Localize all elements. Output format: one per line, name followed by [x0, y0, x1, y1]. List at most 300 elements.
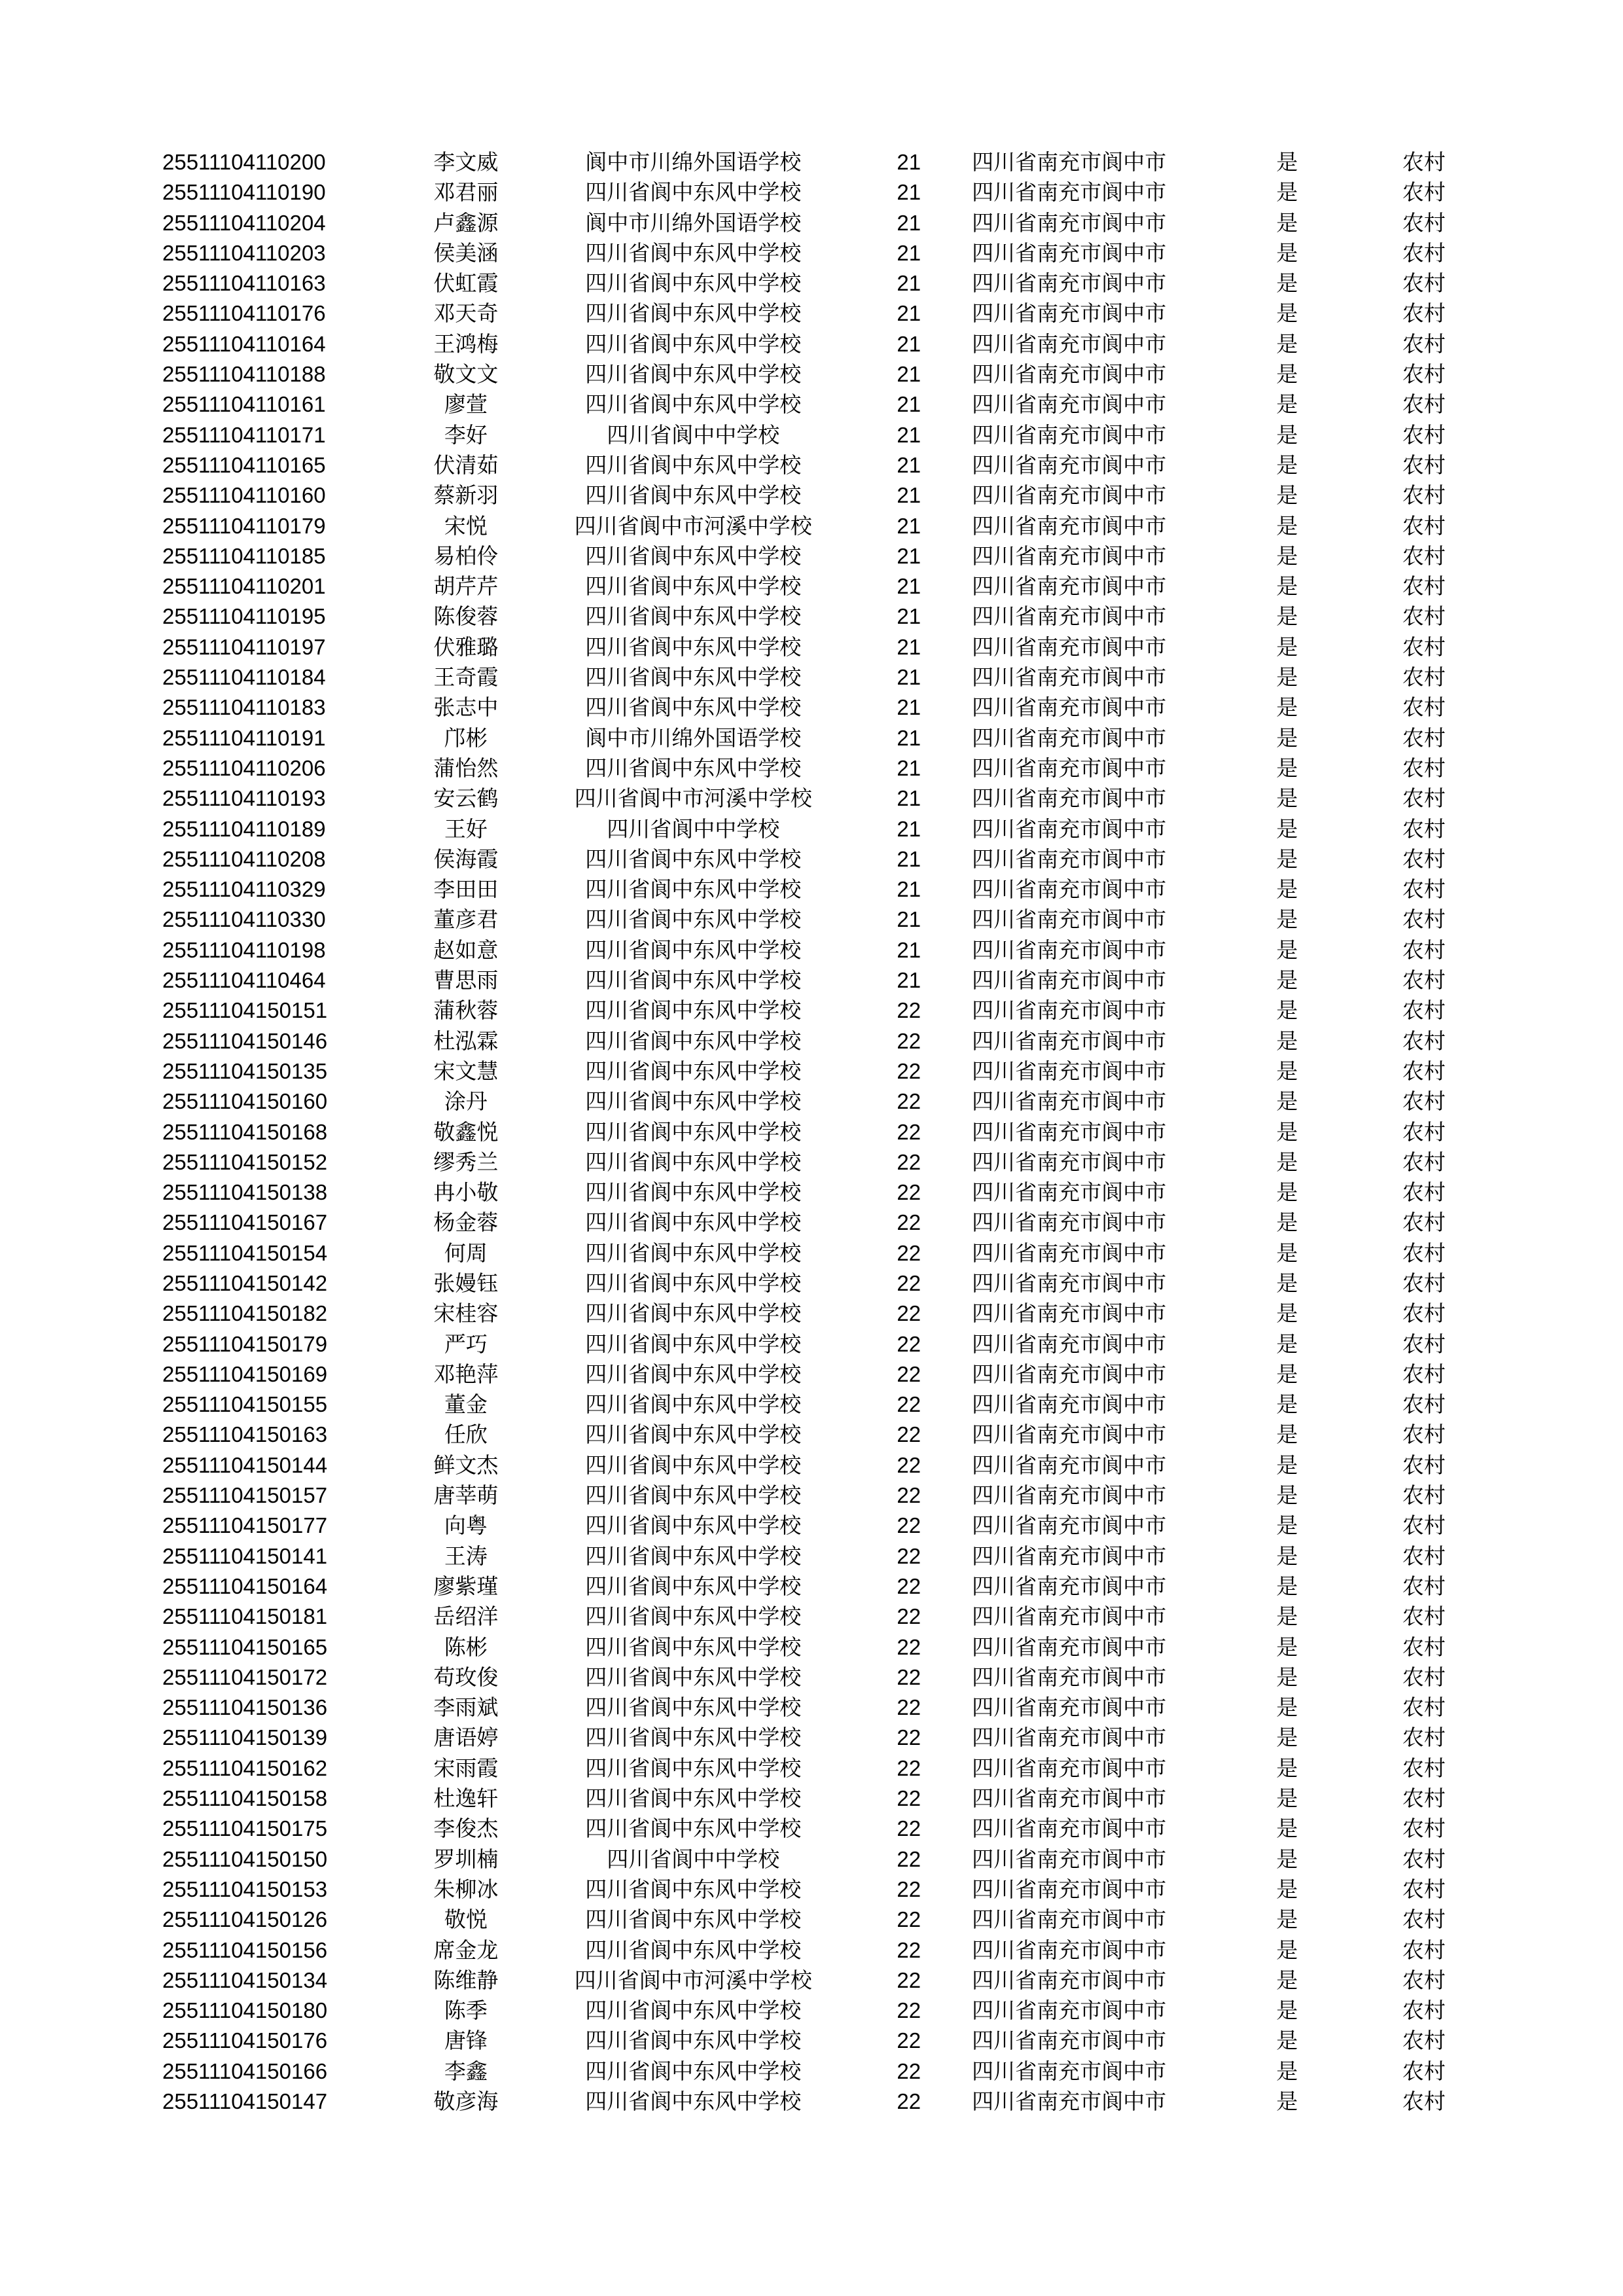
table-row: [162, 1359, 1484, 1390]
student-name-cell: 严巧: [444, 1331, 488, 1357]
region-cell: 四川省南充市阆中市: [972, 1755, 1167, 1781]
flag-cell: 是: [1276, 725, 1298, 751]
student-id-cell: 25511104150134: [162, 1967, 328, 1992]
region-cell: 四川省南充市阆中市: [972, 1119, 1167, 1145]
hukou-type-cell: 农村: [1402, 1119, 1446, 1145]
region-cell: 四川省南充市阆中市: [972, 179, 1167, 206]
table-row: [162, 238, 1484, 268]
number-cell: 22: [897, 1634, 921, 1659]
student-id-cell: 25511104110204: [162, 210, 326, 235]
hukou-type-cell: 农村: [1402, 1088, 1446, 1115]
flag-cell: 是: [1276, 1876, 1298, 1902]
student-id-cell: 25511104150141: [162, 1543, 328, 1568]
table-row: [162, 783, 1484, 814]
school-cell: 四川省阆中东风中学校: [585, 1755, 802, 1781]
number-cell: 22: [897, 1361, 921, 1386]
student-id-cell: 25511104110206: [162, 755, 326, 780]
student-name-cell: 陈俊蓉: [433, 603, 499, 630]
student-id-cell: 25511104110164: [162, 331, 326, 356]
flag-cell: 是: [1276, 1785, 1298, 1812]
student-name-cell: 侯美涵: [433, 240, 499, 266]
region-cell: 四川省南充市阆中市: [972, 1240, 1167, 1266]
number-cell: 22: [897, 1089, 921, 1114]
school-cell: 阆中市川绵外国语学校: [585, 149, 802, 175]
number-cell: 21: [897, 846, 921, 871]
school-cell: 四川省阆中市河溪中学校: [574, 785, 812, 812]
school-cell: 四川省阆中东风中学校: [585, 361, 802, 387]
table-row: [162, 965, 1484, 996]
hukou-type-cell: 农村: [1402, 1482, 1446, 1509]
table-row: [162, 1905, 1484, 1935]
hukou-type-cell: 农村: [1402, 2028, 1446, 2054]
school-cell: 四川省阆中东风中学校: [585, 1876, 802, 1902]
region-cell: 四川省南充市阆中市: [972, 543, 1167, 569]
hukou-type-cell: 农村: [1402, 1058, 1446, 1084]
table-row: [162, 1753, 1484, 1784]
table-row: [162, 1268, 1484, 1299]
school-cell: 四川省阆中东风中学校: [585, 240, 802, 266]
flag-cell: 是: [1276, 1452, 1298, 1478]
hukou-type-cell: 农村: [1402, 1907, 1446, 1933]
hukou-type-cell: 农村: [1402, 846, 1446, 872]
school-cell: 四川省阆中东风中学校: [585, 1998, 802, 2024]
table-row: [162, 420, 1484, 450]
school-cell: 四川省阆中东风中学校: [585, 1240, 802, 1266]
hukou-type-cell: 农村: [1402, 2089, 1446, 2114]
hukou-type-cell: 农村: [1402, 1785, 1446, 1812]
flag-cell: 是: [1276, 1088, 1298, 1115]
hukou-type-cell: 农村: [1402, 1452, 1446, 1478]
student-id-cell: 25511104150150: [162, 1846, 328, 1871]
flag-cell: 是: [1276, 755, 1298, 781]
table-row: [162, 1147, 1484, 1177]
region-cell: 四川省南充市阆中市: [972, 967, 1167, 994]
hukou-type-cell: 农村: [1402, 270, 1446, 296]
region-cell: 四川省南充市阆中市: [972, 452, 1167, 478]
student-id-cell: 25511104110464: [162, 968, 326, 993]
hukou-type-cell: 农村: [1402, 573, 1446, 600]
region-cell: 四川省南充市阆中市: [972, 1452, 1167, 1478]
region-cell: 四川省南充市阆中市: [972, 997, 1167, 1024]
flag-cell: 是: [1276, 1513, 1298, 1539]
table-row: [162, 1935, 1484, 1965]
table-row: [162, 1086, 1484, 1117]
region-cell: 四川省南充市阆中市: [972, 1543, 1167, 1569]
hukou-type-cell: 农村: [1402, 1755, 1446, 1781]
school-cell: 四川省阆中东风中学校: [585, 664, 802, 691]
student-id-cell: 25511104110189: [162, 816, 326, 841]
hukou-type-cell: 农村: [1402, 240, 1446, 266]
student-name-cell: 伏雅璐: [433, 634, 499, 660]
region-cell: 四川省南充市阆中市: [972, 391, 1167, 418]
number-cell: 21: [897, 543, 921, 568]
student-id-cell: 25511104150175: [162, 1816, 328, 1841]
hukou-type-cell: 农村: [1402, 1149, 1446, 1175]
number-cell: 21: [897, 695, 921, 720]
student-name-cell: 朱柳冰: [433, 1876, 499, 1902]
school-cell: 四川省阆中东风中学校: [585, 1119, 802, 1145]
flag-cell: 是: [1276, 1331, 1298, 1357]
number-cell: 22: [897, 1392, 921, 1417]
flag-cell: 是: [1276, 300, 1298, 327]
region-cell: 四川省南充市阆中市: [972, 1937, 1167, 1963]
student-name-cell: 涂丹: [444, 1088, 488, 1115]
region-cell: 四川省南充市阆中市: [972, 2089, 1167, 2114]
region-cell: 四川省南充市阆中市: [972, 1634, 1167, 1660]
student-name-cell: 向粤: [444, 1513, 488, 1539]
flag-cell: 是: [1276, 391, 1298, 418]
student-id-cell: 25511104150172: [162, 1664, 328, 1689]
flag-cell: 是: [1276, 937, 1298, 963]
table-row: [162, 662, 1484, 692]
student-id-cell: 25511104110201: [162, 574, 326, 599]
table-row: [162, 874, 1484, 905]
region-cell: 四川省南充市阆中市: [972, 785, 1167, 812]
school-cell: 四川省阆中东风中学校: [585, 1149, 802, 1175]
table-row: [162, 1844, 1484, 1874]
hukou-type-cell: 农村: [1402, 1331, 1446, 1357]
student-id-cell: 25511104110176: [162, 301, 326, 326]
table-row: [162, 571, 1484, 601]
flag-cell: 是: [1276, 179, 1298, 206]
flag-cell: 是: [1276, 573, 1298, 600]
school-cell: 四川省阆中东风中学校: [585, 1573, 802, 1599]
school-cell: 四川省阆中东风中学校: [585, 1210, 802, 1236]
region-cell: 四川省南充市阆中市: [972, 1028, 1167, 1054]
flag-cell: 是: [1276, 1664, 1298, 1690]
student-id-cell: 25511104150139: [162, 1725, 328, 1750]
student-name-cell: 王奇霞: [433, 664, 499, 691]
flag-cell: 是: [1276, 1361, 1298, 1387]
region-cell: 四川省南充市阆中市: [972, 1785, 1167, 1812]
student-id-cell: 25511104110330: [162, 907, 326, 932]
hukou-type-cell: 农村: [1402, 331, 1446, 357]
number-cell: 22: [897, 1816, 921, 1841]
hukou-type-cell: 农村: [1402, 1270, 1446, 1296]
hukou-type-cell: 农村: [1402, 785, 1446, 812]
student-name-cell: 胡芹芹: [433, 573, 499, 600]
flag-cell: 是: [1276, 1179, 1298, 1206]
table-row: [162, 814, 1484, 844]
flag-cell: 是: [1276, 1391, 1298, 1418]
school-cell: 四川省阆中东风中学校: [585, 270, 802, 296]
flag-cell: 是: [1276, 1300, 1298, 1327]
region-cell: 四川省南充市阆中市: [972, 149, 1167, 175]
flag-cell: 是: [1276, 1422, 1298, 1448]
number-cell: 21: [897, 634, 921, 659]
student-id-cell: 25511104150162: [162, 1755, 328, 1780]
student-id-cell: 25511104150166: [162, 2058, 328, 2083]
number-cell: 22: [897, 1755, 921, 1780]
student-name-cell: 敬文文: [433, 361, 499, 387]
number-cell: 22: [897, 1028, 921, 1053]
school-cell: 四川省阆中东风中学校: [585, 1907, 802, 1933]
student-id-cell: 25511104150165: [162, 1634, 328, 1659]
student-name-cell: 冉小敬: [433, 1179, 499, 1206]
number-cell: 22: [897, 2089, 921, 2113]
table-row: [162, 177, 1484, 207]
school-cell: 四川省阆中东风中学校: [585, 1785, 802, 1812]
flag-cell: 是: [1276, 816, 1298, 842]
number-cell: 21: [897, 786, 921, 811]
flag-cell: 是: [1276, 1543, 1298, 1569]
region-cell: 四川省南充市阆中市: [972, 2058, 1167, 2084]
table-row: [162, 1965, 1484, 1996]
student-name-cell: 廖萱: [444, 391, 488, 418]
hukou-type-cell: 农村: [1402, 1513, 1446, 1539]
school-cell: 四川省阆中东风中学校: [585, 967, 802, 994]
school-cell: 四川省阆中中学校: [607, 816, 780, 842]
region-cell: 四川省南充市阆中市: [972, 1967, 1167, 1993]
number-cell: 21: [897, 937, 921, 962]
school-cell: 四川省阆中东风中学校: [585, 997, 802, 1024]
student-name-cell: 何周: [444, 1240, 488, 1266]
student-name-cell: 张嫚钰: [433, 1270, 499, 1296]
flag-cell: 是: [1276, 906, 1298, 933]
table-row: [162, 541, 1484, 571]
flag-cell: 是: [1276, 1210, 1298, 1236]
school-cell: 四川省阆中东风中学校: [585, 1937, 802, 1963]
school-cell: 四川省阆中东风中学校: [585, 300, 802, 327]
hukou-type-cell: 农村: [1402, 543, 1446, 569]
student-id-cell: 25511104150146: [162, 1028, 328, 1053]
table-row: [162, 1177, 1484, 1208]
hukou-type-cell: 农村: [1402, 1876, 1446, 1902]
region-cell: 四川省南充市阆中市: [972, 1210, 1167, 1236]
number-cell: 21: [897, 574, 921, 599]
table-row: [162, 844, 1484, 874]
school-cell: 四川省阆中东风中学校: [585, 1513, 802, 1539]
student-name-cell: 李鑫: [444, 2058, 488, 2084]
table-row: [162, 1420, 1484, 1450]
student-name-cell: 邓君丽: [433, 179, 499, 206]
flag-cell: 是: [1276, 1270, 1298, 1296]
student-name-cell: 伏清茹: [433, 452, 499, 478]
region-cell: 四川省南充市阆中市: [972, 2028, 1167, 2054]
student-name-cell: 杜泓霖: [433, 1028, 499, 1054]
region-cell: 四川省南充市阆中市: [972, 1331, 1167, 1357]
hukou-type-cell: 农村: [1402, 1967, 1446, 1993]
number-cell: 21: [897, 452, 921, 477]
table-row: [162, 1784, 1484, 1814]
student-name-cell: 易柏伶: [433, 543, 499, 569]
school-cell: 四川省阆中东风中学校: [585, 2058, 802, 2084]
number-cell: 22: [897, 1483, 921, 1508]
region-cell: 四川省南充市阆中市: [972, 573, 1167, 600]
student-id-cell: 25511104150182: [162, 1301, 328, 1326]
table-row: [162, 996, 1484, 1026]
number-cell: 22: [897, 1907, 921, 1932]
number-cell: 21: [897, 362, 921, 387]
student-id-cell: 25511104150168: [162, 1119, 328, 1144]
region-cell: 四川省南充市阆中市: [972, 1361, 1167, 1387]
school-cell: 四川省阆中东风中学校: [585, 906, 802, 933]
school-cell: 四川省阆中东风中学校: [585, 694, 802, 721]
hukou-type-cell: 农村: [1402, 452, 1446, 478]
region-cell: 四川省南充市阆中市: [972, 270, 1167, 296]
flag-cell: 是: [1276, 209, 1298, 236]
student-name-cell: 张志中: [433, 694, 499, 721]
table-row: [162, 935, 1484, 965]
student-name-cell: 王鸿梅: [433, 331, 499, 357]
region-cell: 四川省南充市阆中市: [972, 634, 1167, 660]
school-cell: 四川省阆中东风中学校: [585, 1634, 802, 1660]
number-cell: 21: [897, 331, 921, 356]
region-cell: 四川省南充市阆中市: [972, 331, 1167, 357]
flag-cell: 是: [1276, 603, 1298, 630]
flag-cell: 是: [1276, 967, 1298, 994]
region-cell: 四川省南充市阆中市: [972, 1876, 1167, 1902]
school-cell: 四川省阆中东风中学校: [585, 331, 802, 357]
student-id-cell: 25511104150142: [162, 1270, 328, 1295]
student-name-cell: 敬悦: [444, 1907, 488, 1933]
flag-cell: 是: [1276, 543, 1298, 569]
hukou-type-cell: 农村: [1402, 937, 1446, 963]
school-cell: 四川省阆中东风中学校: [585, 1058, 802, 1084]
student-name-cell: 董金: [444, 1391, 488, 1418]
student-id-cell: 25511104150138: [162, 1180, 328, 1205]
table-row: [162, 1026, 1484, 1056]
student-name-cell: 苟玫俊: [433, 1664, 499, 1690]
school-cell: 四川省阆中东风中学校: [585, 1270, 802, 1296]
region-cell: 四川省南充市阆中市: [972, 300, 1167, 327]
number-cell: 21: [897, 301, 921, 326]
student-name-cell: 邓艳萍: [433, 1361, 499, 1387]
school-cell: 四川省阆中东风中学校: [585, 573, 802, 600]
number-cell: 21: [897, 422, 921, 447]
number-cell: 21: [897, 816, 921, 841]
student-id-cell: 25511104110171: [162, 422, 326, 447]
school-cell: 四川省阆中东风中学校: [585, 1391, 802, 1418]
number-cell: 22: [897, 1664, 921, 1689]
student-id-cell: 25511104150154: [162, 1240, 328, 1265]
school-cell: 四川省阆中东风中学校: [585, 2028, 802, 2054]
school-cell: 四川省阆中东风中学校: [585, 876, 802, 903]
student-id-cell: 25511104110185: [162, 543, 326, 568]
student-id-cell: 25511104110179: [162, 513, 326, 538]
school-cell: 四川省阆中市河溪中学校: [574, 1967, 812, 1993]
table-row: [162, 1390, 1484, 1420]
school-cell: 四川省阆中东风中学校: [585, 179, 802, 206]
school-cell: 四川省阆中市河溪中学校: [574, 512, 812, 539]
flag-cell: 是: [1276, 422, 1298, 448]
hukou-type-cell: 农村: [1402, 1028, 1446, 1054]
student-id-cell: 25511104150155: [162, 1392, 328, 1417]
region-cell: 四川省南充市阆中市: [972, 361, 1167, 387]
region-cell: 四川省南充市阆中市: [972, 512, 1167, 539]
student-id-cell: 25511104150163: [162, 1422, 328, 1447]
student-id-cell: 25511104150180: [162, 1998, 328, 2023]
student-id-cell: 25511104110161: [162, 392, 326, 417]
hukou-type-cell: 农村: [1402, 1179, 1446, 1206]
hukou-type-cell: 农村: [1402, 967, 1446, 994]
number-cell: 21: [897, 150, 921, 174]
number-cell: 21: [897, 877, 921, 902]
flag-cell: 是: [1276, 2028, 1298, 2054]
region-cell: 四川省南充市阆中市: [972, 816, 1167, 842]
number-cell: 21: [897, 755, 921, 780]
number-cell: 22: [897, 1210, 921, 1235]
table-row: [162, 450, 1484, 480]
flag-cell: 是: [1276, 1907, 1298, 1933]
student-name-cell: 邓天奇: [433, 300, 499, 327]
number-cell: 22: [897, 1573, 921, 1598]
flag-cell: 是: [1276, 270, 1298, 296]
school-cell: 四川省阆中东风中学校: [585, 543, 802, 569]
student-id-cell: 25511104110191: [162, 725, 326, 750]
number-cell: 22: [897, 1240, 921, 1265]
flag-cell: 是: [1276, 1240, 1298, 1266]
table-row: [162, 1662, 1484, 1693]
school-cell: 四川省阆中东风中学校: [585, 1300, 802, 1327]
flag-cell: 是: [1276, 694, 1298, 721]
hukou-type-cell: 农村: [1402, 1543, 1446, 1569]
table-row: [162, 1511, 1484, 1541]
table-row: [162, 905, 1484, 935]
flag-cell: 是: [1276, 1604, 1298, 1630]
hukou-type-cell: 农村: [1402, 694, 1446, 721]
student-id-cell: 25511104150151: [162, 998, 328, 1023]
number-cell: 22: [897, 1331, 921, 1356]
flag-cell: 是: [1276, 1634, 1298, 1660]
region-cell: 四川省南充市阆中市: [972, 209, 1167, 236]
number-cell: 22: [897, 1058, 921, 1083]
flag-cell: 是: [1276, 512, 1298, 539]
number-cell: 22: [897, 1301, 921, 1326]
table-row: [162, 601, 1484, 632]
flag-cell: 是: [1276, 331, 1298, 357]
student-name-cell: 宋悦: [444, 512, 488, 539]
table-row: [162, 1996, 1484, 2026]
number-cell: 21: [897, 968, 921, 993]
region-cell: 四川省南充市阆中市: [972, 1422, 1167, 1448]
table-row: [162, 753, 1484, 783]
flag-cell: 是: [1276, 1695, 1298, 1721]
school-cell: 四川省阆中东风中学校: [585, 846, 802, 872]
student-name-cell: 宋文慧: [433, 1058, 499, 1084]
hukou-type-cell: 农村: [1402, 1846, 1446, 1872]
flag-cell: 是: [1276, 482, 1298, 509]
school-cell: 四川省阆中东风中学校: [585, 1088, 802, 1115]
school-cell: 阆中市川绵外国语学校: [585, 209, 802, 236]
student-name-cell: 鲜文杰: [433, 1452, 499, 1478]
student-roster-table: [162, 147, 1484, 2117]
number-cell: 21: [897, 240, 921, 265]
hukou-type-cell: 农村: [1402, 1391, 1446, 1418]
number-cell: 22: [897, 1967, 921, 1992]
school-cell: 四川省阆中中学校: [607, 422, 780, 448]
student-id-cell: 25511104110203: [162, 240, 326, 265]
student-name-cell: 李俊杰: [433, 1816, 499, 1842]
table-row: [162, 268, 1484, 298]
region-cell: 四川省南充市阆中市: [972, 1725, 1167, 1751]
table-row: [162, 1632, 1484, 1662]
region-cell: 四川省南充市阆中市: [972, 1513, 1167, 1539]
hukou-type-cell: 农村: [1402, 1240, 1446, 1266]
flag-cell: 是: [1276, 149, 1298, 175]
student-id-cell: 25511104150160: [162, 1089, 328, 1114]
number-cell: 21: [897, 513, 921, 538]
hukou-type-cell: 农村: [1402, 1634, 1446, 1660]
school-cell: 四川省阆中东风中学校: [585, 1604, 802, 1630]
region-cell: 四川省南充市阆中市: [972, 1088, 1167, 1115]
student-name-cell: 陈维静: [433, 1967, 499, 1993]
flag-cell: 是: [1276, 846, 1298, 872]
school-cell: 四川省阆中东风中学校: [585, 1482, 802, 1509]
region-cell: 四川省南充市阆中市: [972, 1149, 1167, 1175]
hukou-type-cell: 农村: [1402, 1422, 1446, 1448]
region-cell: 四川省南充市阆中市: [972, 422, 1167, 448]
